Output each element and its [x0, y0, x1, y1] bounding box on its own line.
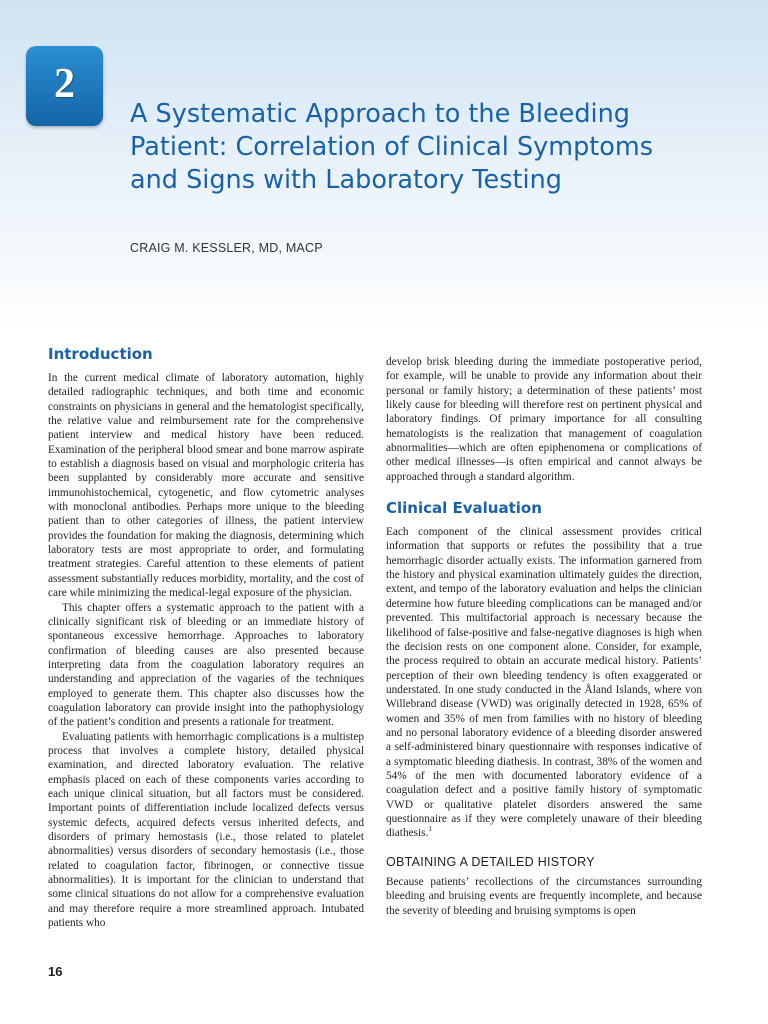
page-number: 16 — [48, 964, 63, 979]
section-heading-introduction: Introduction — [48, 345, 153, 363]
paragraph: Each component of the clinical assessment provides critical information that supports or refutes the possibility that a true hemorrhagic disorder actually exists. The information garnered from the history and physical examination ultimately guides the direction, extent, and tempo of the laboratory evaluation and helps the clinician determine how future bleeding complications can be managed and/or prevented. This multifactorial approach is necessary because the likelihood of false-positive and false-negative diagnoses is high when the decision rests on one component alone. Consider, for example, the process required to obtain an accurate medical history. Patients’ perception of their own bleeding tendency is often exaggerated or understated. In one study conducted in the Åland Islands, where von Willebrand disease (VWD) was originally detected in 1928, 65% of women and 35% of men from families with no history of bleeding and no personal laboratory evidence of a bleeding disorder answered a self-administered binary questionnaire with responses indicative of a symptomatic bleeding diathesis. In contrast, 38% of the women and 54% of the men with documented laboratory evidence of a coagulation defect and a positive family history of symptomatic VWD or qualitative platelet disorders answered the same questionnaire as if they were completely unaware of their bleeding diathesis. — [386, 526, 702, 840]
paragraph-with-footnote — [386, 525, 702, 841]
subheading-detailed-history: OBTAINING A DETAILED HISTORY — [386, 854, 595, 869]
author-line: CRAIG M. KESSLER, MD, MACP — [130, 241, 323, 255]
chapter-badge — [26, 46, 103, 126]
chapter-number: 2 — [54, 61, 75, 107]
paragraph: develop brisk bleeding during the immediate postoperative period, for example, will be unable to provide any information about their personal or family history; a determination of these patients’ most likely cause for bleeding will therefore rest on pertinent physical and laboratory findings. Of primary importance for all consulting hematologists is the realization that management of coagulation abnormalities—which are often epiphenomena or complications of other medical illnesses—is often empirical and cannot always be approached through a standard algorithm. — [386, 356, 702, 483]
paragraph: Evaluating patients with hemorrhagic complications is a multistep process that involves a complete history, detailed physical examination, and directed laboratory evaluation. The relative emphasis placed on each of these components varies according to each unique clinical situation, but all factors must be considered. Important points of differentiation include localized defects versus systemic defects, acquired defects versus inherited defects, and disorders of primary hemostasis (i.e., those related to platelet abnormalities) versus disorders of secondary hemostasis (i.e., those related to coagulation factor, fibrinogen, or connective tissue abnormalities). It is important for the clinician to understand that some clinical situations do not allow for a comprehensive evaluation and may therefore require a more streamlined approach. Intubated patients who — [48, 730, 364, 930]
right-column — [386, 355, 702, 918]
paragraph: This chapter offers a systematic approach to the patient with a clinically significant risk of bleeding or an immediate history of spontaneous excessive hemorrhage. Approaches to laboratory confirmation of bleeding causes are also presented because interpreting data from the coagulation laboratory requires an understanding and appreciation of the vagaries of the techniques employed to generate them. This chapter also discusses how the coagulation laboratory can provide insight into the pathophysiology of the patient’s condition and presents a rationale for treatment. — [48, 601, 364, 729]
paragraph: Because patients’ recollections of the circumstances surrounding bleeding and bruising events are frequently incomplete, and because the severity of bleeding and bruising symptoms is open — [386, 876, 702, 917]
paragraph: In the current medical climate of laboratory automation, highly detailed radiographic techniques, and both time and economic constraints on physicians in general and the hematologist specifically, the relative value and reimbursement rate for the comprehensive patient interview and medical history have been reduced. Examination of the peripheral blood smear and bone marrow aspirate to establish a diagnosis based on visual and morphologic criteria has been supplanted by considerably more accurate and sensitive immunohistochemical, cytogenetic, and flow cytometric analyses with monoclonal antibodies. Perhaps more unique to the bleeding patient than to other categories of illness, the patient interview provides the foundation for making the diagnosis, determining which laboratory tests are most appropriate to order, and formulating treatment strategies. Careful attention to these elements of patient assessment substantially reduces morbidity, mortality, and the cost of care while minimizing the medical-legal exposure of the physician. — [48, 372, 364, 600]
footnote-reference[interactable]: 1 — [428, 825, 432, 834]
left-column — [48, 344, 364, 930]
chapter-title: A Systematic Approach to the Bleeding Patient: Correlation of Clinical Symptoms and Signs with Laboratory Testing — [130, 99, 653, 195]
section-heading-clinical-evaluation: Clinical Evaluation — [386, 499, 542, 518]
